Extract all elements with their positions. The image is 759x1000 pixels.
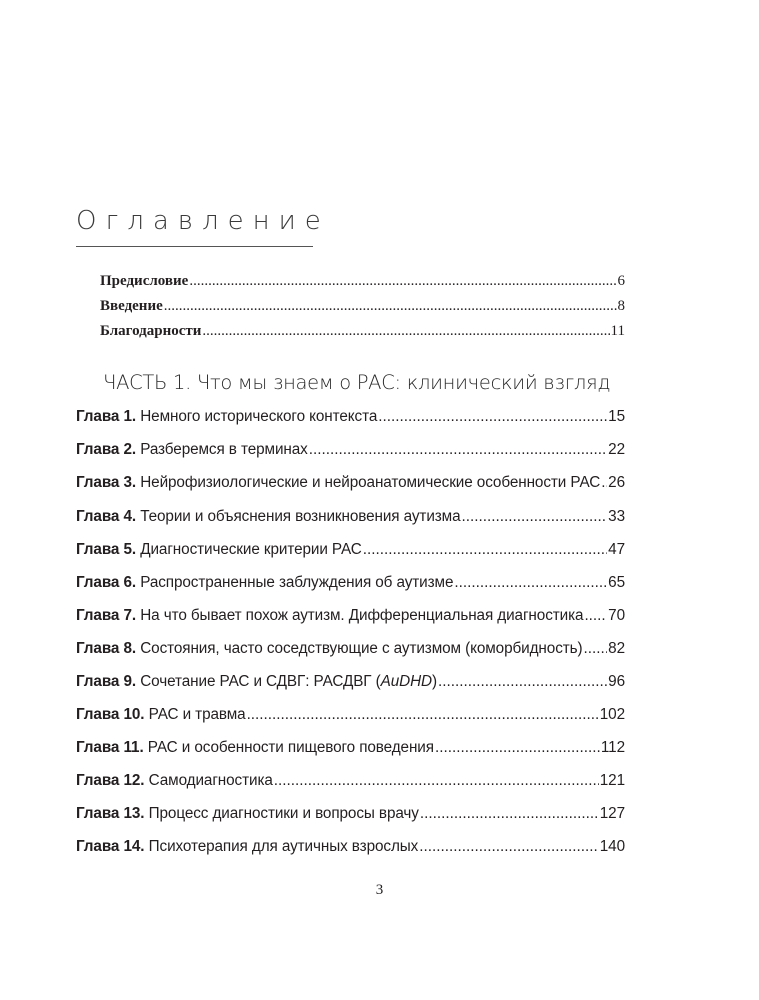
toc-entry-chapter-7: [76, 605, 625, 627]
chapter-number: Глава 3.: [76, 474, 137, 491]
dot-leader: [419, 836, 599, 858]
toc-entry-chapter-3: [76, 472, 625, 494]
chapter-number: Глава 4.: [76, 508, 137, 525]
toc-entry-chapter-1: [76, 406, 625, 428]
chapter-page: 140: [599, 838, 625, 855]
chapter-number: Глава 14.: [76, 838, 145, 855]
toc-entry-introduction: [100, 296, 625, 316]
dot-leader: [454, 572, 607, 594]
chapter-page: 15: [608, 408, 625, 425]
chapter-number: Глава 2.: [76, 441, 137, 458]
dot-leader: [420, 803, 599, 825]
chapter-title: РАС и особенности пищевого поведения: [147, 739, 434, 756]
chapter-title-end: ): [432, 673, 437, 690]
toc-entry-chapter-14: [76, 836, 625, 858]
chapter-title: РАС и травма: [148, 706, 246, 723]
dot-leader: [309, 439, 607, 461]
toc-entry-chapter-11: [76, 737, 625, 759]
chapter-title: Нейрофизиологические и нейроанатомические особенности РАС: [140, 474, 601, 491]
toc-entry-chapter-9: [76, 671, 625, 693]
chapter-title: Состояния, часто соседствующие с аутизмом (коморбидность): [140, 640, 583, 657]
chapter-title: Самодиагностика: [148, 772, 273, 789]
toc-entry-chapter-6: [76, 572, 625, 594]
chapter-page: 82: [608, 640, 625, 657]
chapter-number: Глава 8.: [76, 640, 137, 657]
chapter-number: Глава 12.: [76, 772, 145, 789]
toc-title: Оглавление: [76, 206, 330, 236]
entry-page: 6: [617, 273, 625, 289]
chapter-number: Глава 11.: [76, 739, 144, 756]
entry-page: 11: [610, 323, 625, 339]
chapter-number: Глава 5.: [76, 541, 137, 558]
toc-entry-preface: [100, 271, 625, 291]
chapter-title: На что бывает похож аутизм. Дифференциальная диагностика: [140, 607, 584, 624]
dot-leader: [363, 539, 607, 561]
chapter-page: 121: [599, 772, 625, 789]
chapter-number: Глава 13.: [76, 805, 145, 822]
chapter-title: Диагностические критерии РАС: [140, 541, 362, 558]
dot-leader: [438, 671, 607, 693]
entry-page: 8: [617, 298, 625, 314]
dot-leader: [378, 406, 607, 428]
chapter-page: 47: [608, 541, 625, 558]
chapter-title: Теории и объяснения возникновения аутизма: [140, 508, 461, 525]
chapter-page: 102: [599, 706, 625, 723]
entry-label: Введение: [100, 298, 163, 314]
chapter-title-italic: AuDHD: [380, 673, 432, 690]
chapter-title: Психотерапия для аутичных взрослых: [148, 838, 419, 855]
chapter-title: Сочетание РАС и СДВГ: РАСДВГ (: [140, 673, 381, 690]
toc-entry-chapter-2: [76, 439, 625, 461]
entry-label: Благодарности: [100, 323, 202, 339]
chapter-page: 22: [608, 441, 625, 458]
toc-entry-chapter-4: [76, 506, 625, 528]
title-underline: [76, 246, 313, 247]
chapter-number: Глава 7.: [76, 607, 137, 624]
entry-label: Предисловие: [100, 273, 189, 289]
chapter-number: Глава 9.: [76, 673, 137, 690]
dot-leader: [274, 770, 599, 792]
chapter-number: Глава 1.: [76, 408, 137, 425]
dot-leader: [462, 506, 608, 528]
toc-entry-chapter-8: [76, 638, 625, 660]
chapter-title: Распространенные заблуждения об аутизме: [140, 574, 454, 591]
chapter-page: 127: [599, 805, 625, 822]
toc-entry-chapter-5: [76, 539, 625, 561]
part-title: ЧАСТЬ 1. Что мы знаем о РАС: клинический взгляд: [103, 371, 611, 394]
chapter-number: Глава 6.: [76, 574, 137, 591]
chapter-title: Немного исторического контекста: [140, 408, 378, 425]
dot-leader: [247, 704, 599, 726]
dot-leader: [435, 737, 600, 759]
chapter-page: 96: [608, 673, 625, 690]
dot-leader: [584, 605, 607, 627]
chapter-page: 33: [608, 508, 625, 525]
page-number: 3: [375, 882, 384, 898]
dot-leader: [584, 638, 608, 660]
toc-entry-chapter-10: [76, 704, 625, 726]
toc-entry-chapter-12: [76, 770, 625, 792]
chapter-page: 65: [608, 574, 625, 591]
chapter-number: Глава 10.: [76, 706, 145, 723]
toc-entry-chapter-13: [76, 803, 625, 825]
chapter-title: Разберемся в терминах: [140, 441, 308, 458]
toc-entry-acknowledgements: [100, 321, 625, 341]
dot-leader: [202, 321, 609, 341]
chapter-page: 70: [608, 607, 625, 624]
dot-leader: [189, 271, 616, 291]
chapter-title: Процесс диагностики и вопросы врачу: [148, 805, 419, 822]
chapter-page: 112: [600, 739, 625, 756]
chapter-page: 26: [608, 474, 625, 491]
dot-leader: [164, 296, 617, 316]
dot-leader: [601, 472, 607, 494]
